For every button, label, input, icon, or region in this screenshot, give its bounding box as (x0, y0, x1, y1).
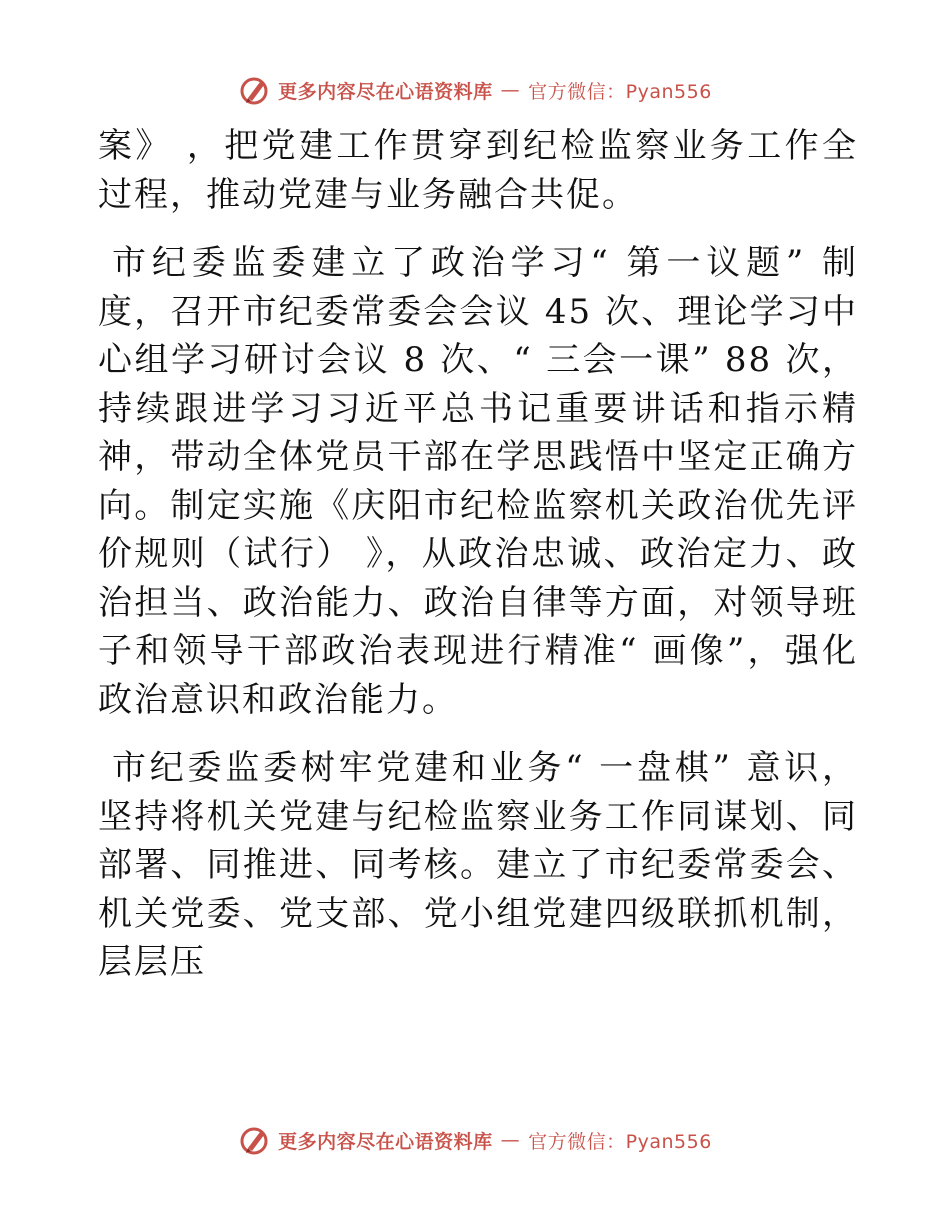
watermark-separator: — (500, 1129, 521, 1151)
watermark-account-text: 官方微信：Pyan556 (528, 1130, 712, 1153)
paragraph-political-study: 市纪委监委建立了政治学习“ 第一议题” 制度，召开市纪委常委会会议 45 次、理论学习中心组学习研讨会议 8 次、“ 三会一课” 88 次，持续跟进学习习近平总书记重要讲话和指示精神，带动全体党员干部在学思践悟中坚定正确方向。制定实施《庆阳市纪检监察机关政治优先评价规则（试行） 》，从政治忠诚、政治定力、政治担当、政治能力、政治自律等方面，对领导班子和领导干部政治表现进行精准“ 画像”，强化政治意识和政治能力。 (98, 243, 858, 720)
paragraph-continuation: 案》 ，把党建工作贯穿到纪检监察业务工作全过程，推动党建与业务融合共促。 (98, 126, 858, 215)
pen-logo-icon (238, 1124, 270, 1156)
header-watermark (0, 70, 950, 110)
watermark-account-text: 官方微信：Pyan556 (528, 80, 712, 103)
watermark-main-text: 更多内容尽在心语资料库 (278, 80, 493, 103)
document-body (98, 122, 858, 987)
pen-logo-icon (238, 74, 270, 106)
watermark-main-text: 更多内容尽在心语资料库 (278, 1130, 493, 1153)
watermark-separator: — (500, 79, 521, 101)
paragraph-party-building: 市纪委监委树牢党建和业务“ 一盘棋” 意识，坚持将机关党建与纪检监察业务工作同谋划、同部署、同推进、同考核。建立了市纪委常委会、机关党委、党支部、党小组党建四级联抓机制，层层压 (98, 748, 858, 982)
footer-watermark (0, 1120, 950, 1160)
